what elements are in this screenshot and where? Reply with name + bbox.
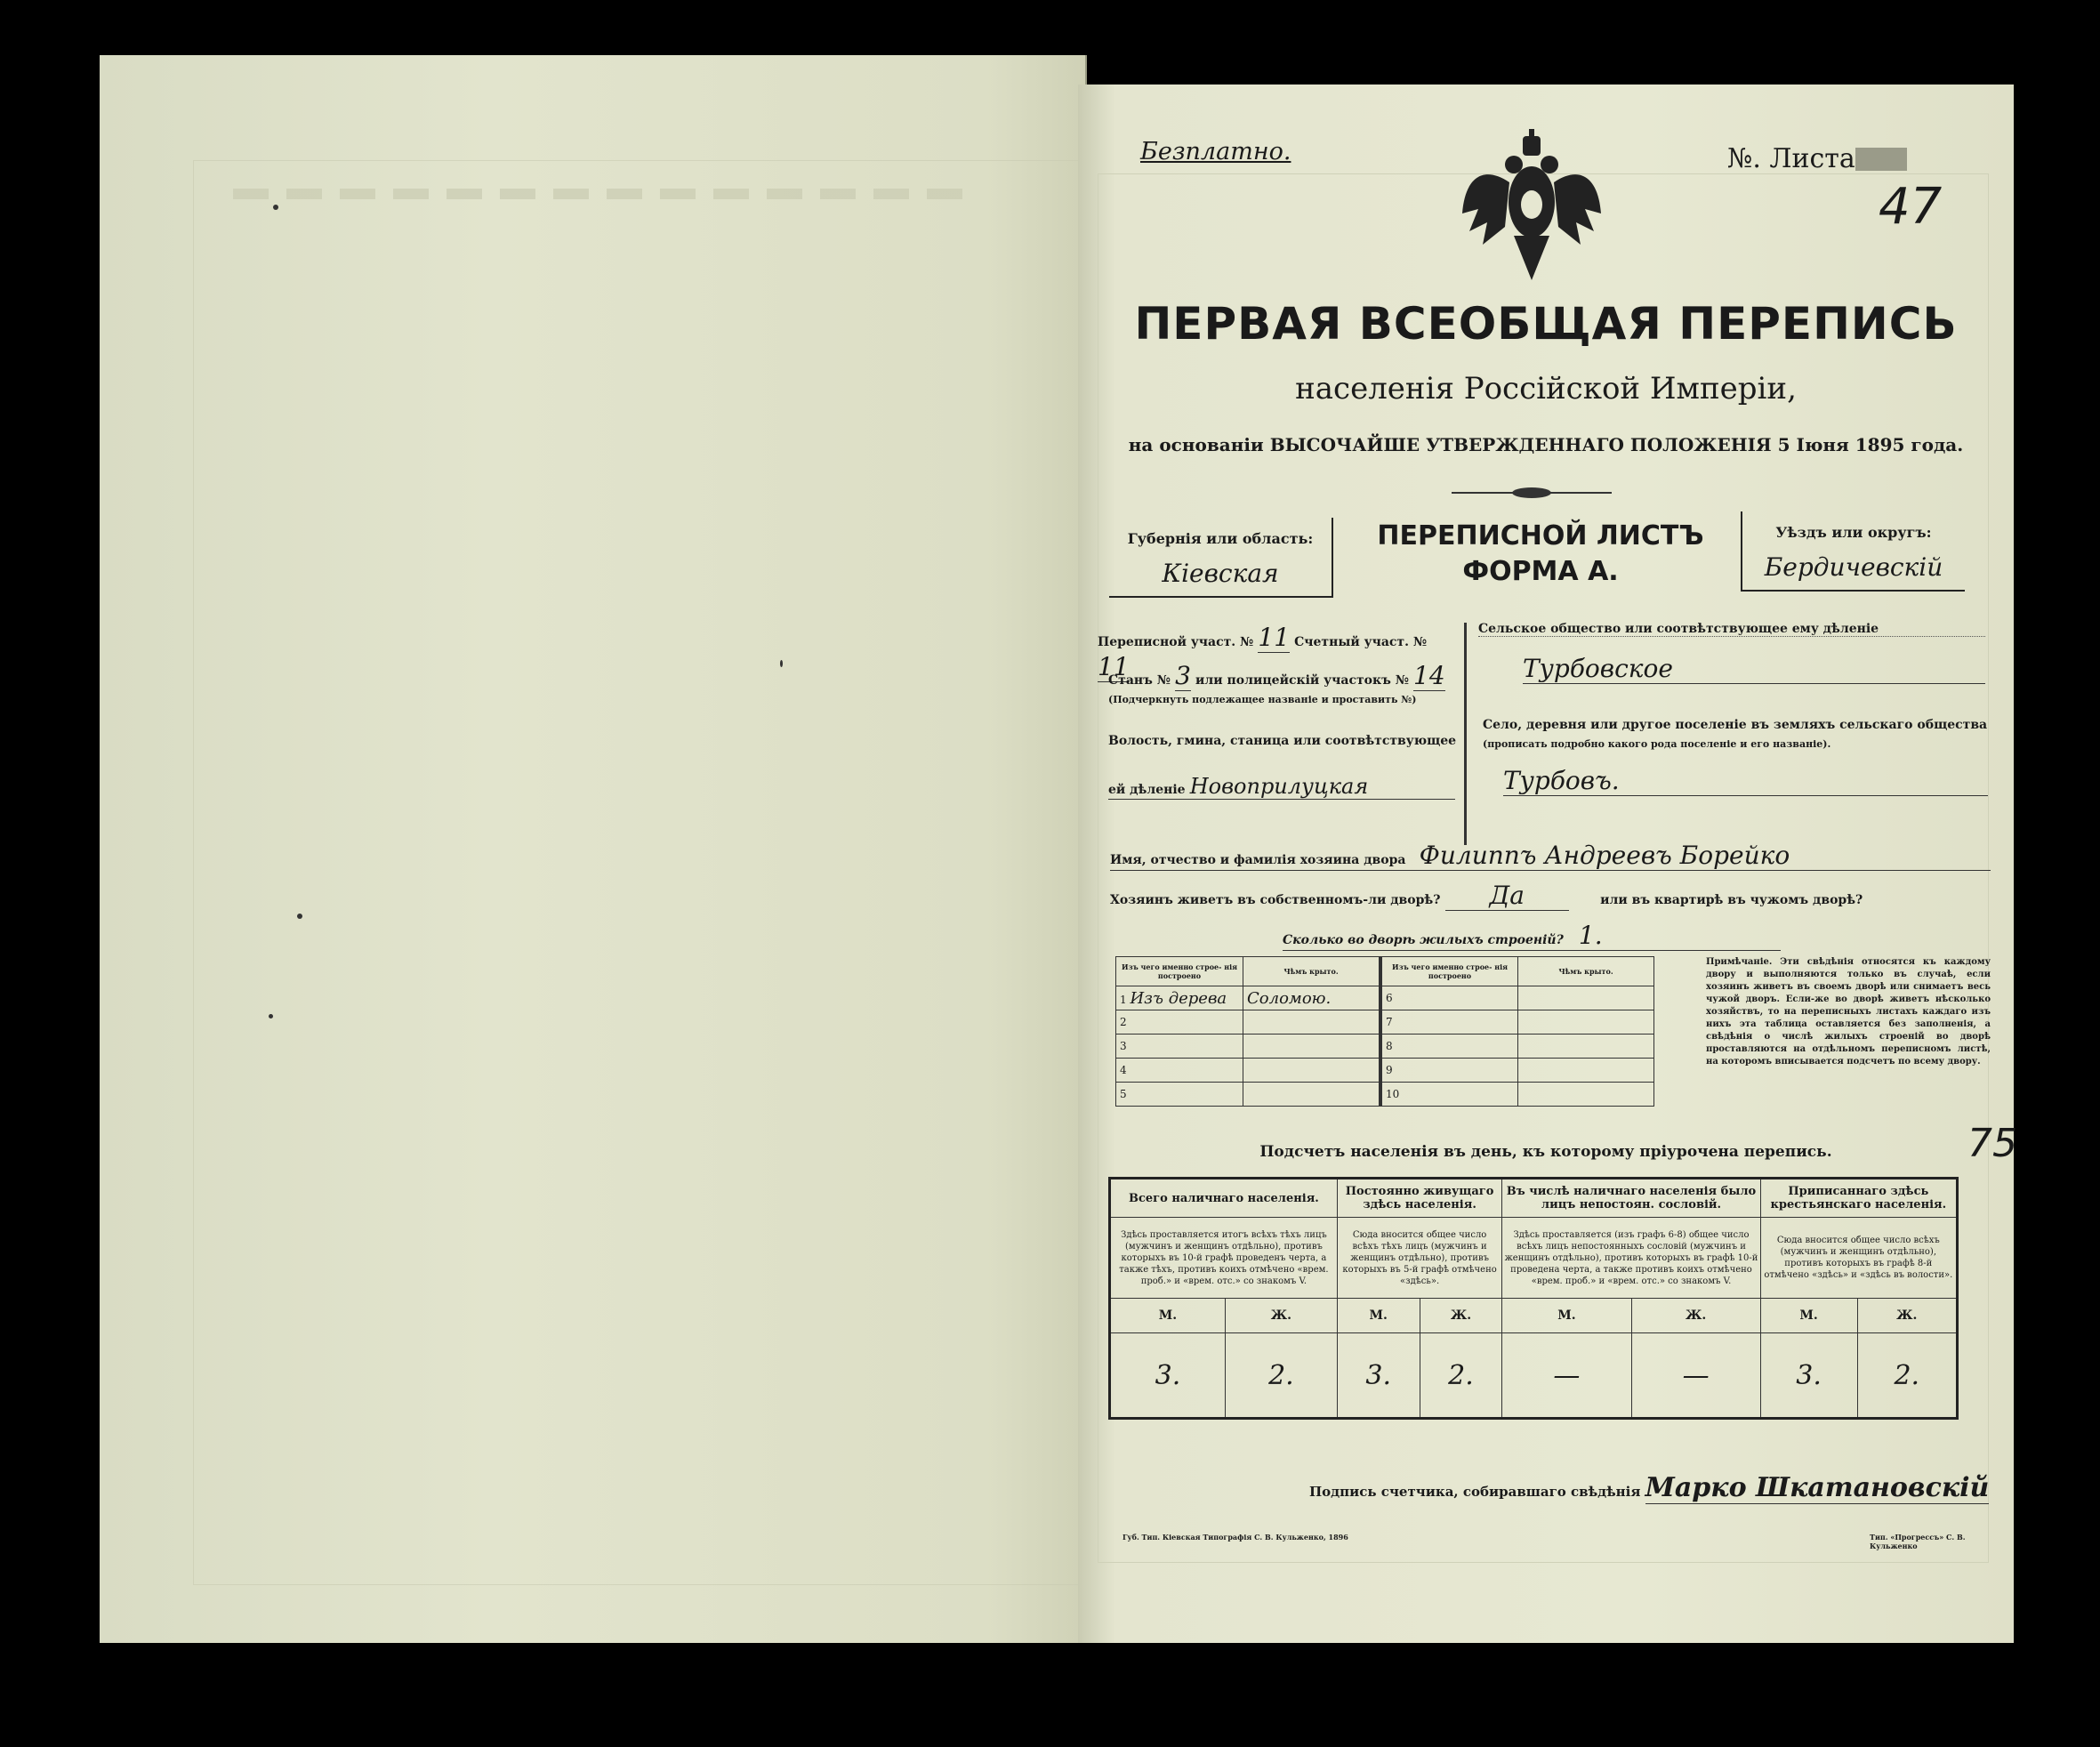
village-label: Село, деревня или другое поселеніе въ земляхъ сельскаго общества (1483, 718, 1988, 732)
left-page-bleed-through (233, 189, 962, 199)
buildings-count-row (1283, 921, 1781, 951)
stan-row (1108, 661, 1464, 690)
stan-label: Станъ № (1108, 673, 1171, 688)
own-yard-label: Хозяинъ живетъ въ собственномъ-ли дворѣ? (1110, 893, 1441, 907)
ornament-divider (1452, 487, 1612, 499)
bt-cell: 8 (1380, 1035, 1518, 1059)
volost-value: Новоприлуцкая (1189, 774, 1369, 799)
paper-speck (780, 660, 783, 667)
count-value: 2. (1857, 1333, 1957, 1419)
rent-label: или въ квартирѣ въ чужомъ дворѣ? (1600, 893, 1863, 907)
bt-cell (1243, 1010, 1381, 1035)
bt-cell: 3 (1116, 1035, 1243, 1059)
table-row (1116, 1059, 1654, 1083)
form-main-title: ПЕРВАЯ ВСЕОБЩАЯ ПЕРЕПИСЬ (1134, 298, 1958, 350)
owner-name-value: Филиппъ Андреевъ Борейко (1419, 841, 1790, 870)
volost-row (1108, 774, 1455, 800)
table-row (1110, 1299, 1958, 1333)
count-group-desc: Сюда вносится общее число всѣхъ (мужчинъ и женщинъ отдѣльно), противъ которыхъ въ графѣ 8-й отмѣчено «здѣсь» и «здѣсь въ волости». (1760, 1218, 1957, 1299)
free-label: Безплатно. (1140, 138, 1291, 165)
province-label: Губернія или область: (1127, 530, 1314, 547)
male-label: М. (1502, 1299, 1631, 1333)
form-type-title (1345, 519, 1736, 590)
village-note: (прописать подробно какого рода поселеніе и его названіе). (1483, 738, 1831, 750)
stan-value: 3 (1175, 661, 1191, 690)
owner-name-label: Имя, отчество и фамилія хозяина двора (1110, 853, 1406, 867)
bt-cell (1243, 1035, 1381, 1059)
count-area-value: 11 (1098, 652, 1130, 681)
district-box (1741, 511, 1965, 592)
bt-cell (1518, 1083, 1654, 1107)
bt-cell: 9 (1380, 1059, 1518, 1083)
table-row (1116, 1010, 1654, 1035)
bt-cell: 2 (1116, 1010, 1243, 1035)
bt-cell (1243, 1083, 1381, 1107)
bt-cell: 5 (1116, 1083, 1243, 1107)
owner-residence-row (1110, 881, 1991, 910)
sheet-number-label: №. Листа (1727, 143, 1855, 174)
sheet-number-handwritten: 47 (1879, 178, 1943, 236)
village-value: Турбовъ. (1503, 766, 1988, 796)
bt-col-material: Изъ чего именно строе- нія построено (1116, 957, 1243, 986)
bt-cell: Соломою. (1243, 986, 1381, 1010)
form-title-line2: ФОРМА А. (1462, 556, 1619, 587)
female-label: Ж. (1857, 1299, 1957, 1333)
volost-label-2: ей дѣленіе (1108, 783, 1186, 797)
buildings-note: Примѣчаніе. Эти свѣдѣнія относятся къ каждому двору и выполняются только въ случаѣ, если хозяинъ живетъ въ своемъ дворѣ или снимаетъ весь чужой дворъ. Если-же во дворѣ живетъ нѣсколько хозяйствъ, то на переписныхъ листахъ каждаго изъ нихъ эта таблица оставляется без заполненія, а свѣдѣнія о числѣ жилыхъ строеній во дворѣ проставляются на отдѣльномъ переписномъ листѣ, на которомъ вписывается подсчетъ по всему двору. (1706, 957, 1991, 1067)
table-row (1110, 1218, 1958, 1299)
bt-cell (1518, 1035, 1654, 1059)
count-group-title: Приписаннаго здѣсь крестьянскаго населенія. (1760, 1179, 1957, 1218)
census-area-label: Переписной участ. № (1098, 635, 1254, 649)
signature-value: Марко Шкатановскій (1645, 1472, 1990, 1503)
handwritten-75: 75 (1967, 1121, 2017, 1166)
count-group-title: Всего наличнаго населенія. (1110, 1179, 1338, 1218)
count-value: 3. (1337, 1333, 1420, 1419)
table-row (1116, 1083, 1654, 1107)
count-value: 2. (1420, 1333, 1502, 1419)
female-label: Ж. (1225, 1299, 1337, 1333)
count-group-desc: Здѣсь проставляется (изъ графъ 6-8) общее число всѣхъ лицъ непостоянныхъ сословій (мужчинъ и женщинъ отдѣльно), противъ которыхъ въ графѣ 10-й проведена черта, а также противъ коихъ отмѣчено «врем. проб.» и «врем. отс.» со знакомъ V. (1502, 1218, 1760, 1299)
bt-cell (1243, 1059, 1381, 1083)
bt-cell (1518, 1059, 1654, 1083)
sheet-number-stamp (1855, 148, 1907, 171)
province-value: Кіевская (1162, 559, 1279, 588)
province-box (1109, 518, 1333, 598)
column-divider (1464, 623, 1467, 845)
police-label: или полицейскій участокъ № (1195, 673, 1409, 688)
volost-label: Волость, гмина, станица или соотвѣтствующее (1108, 734, 1457, 748)
table-row (1116, 986, 1654, 1010)
female-label: Ж. (1631, 1299, 1760, 1333)
table-row (1110, 1179, 1958, 1218)
bt-col-roof: Чѣмъ крыто. (1243, 957, 1381, 986)
underline-note: (Подчеркнуть подлежащее названіе и проставить №) (1108, 694, 1417, 705)
signature-row (1309, 1472, 1989, 1503)
count-value: — (1502, 1333, 1631, 1419)
count-value: 3. (1760, 1333, 1857, 1419)
society-label: Сельское общество или соотвѣтствующее ему дѣленіе (1478, 622, 1985, 637)
left-page (100, 55, 1087, 1643)
district-label: Уѣздъ или округъ: (1775, 524, 1932, 541)
imperial-eagle-emblem (1460, 129, 1603, 285)
buildings-table (1115, 956, 1654, 1107)
police-value: 14 (1413, 661, 1445, 690)
count-value: 3. (1110, 1333, 1226, 1419)
table-row (1116, 1035, 1654, 1059)
buildings-count-label: Сколько во дворѣ жилыхъ строеній? (1283, 933, 1564, 947)
count-group-desc: Здѣсь проставляется итогъ всѣхъ тѣхъ лицъ (мужчинъ и женщинъ отдѣльно), противъ которыхъ въ 10-й графѣ проведенъ черта, а также тѣхъ, противъ коихъ отмѣчено «врем. проб.» и «врем. отс.» со знакомъ V. (1110, 1218, 1338, 1299)
bt-cell (1518, 986, 1654, 1010)
count-value: 2. (1225, 1333, 1337, 1419)
male-label: М. (1760, 1299, 1857, 1333)
sheet-number (1727, 140, 1907, 175)
owner-name-row (1110, 841, 1991, 871)
paper-speck (273, 205, 278, 210)
bt-cell (1518, 1010, 1654, 1035)
count-group-title: Постоянно живущаго здѣсь населенія. (1337, 1179, 1502, 1218)
signature-label: Подпись счетчика, собиравшаго свѣдѣнія (1309, 1484, 1641, 1500)
bt-cell: 4 (1116, 1059, 1243, 1083)
own-yard-value: Да (1445, 881, 1569, 911)
paper-speck (297, 914, 302, 919)
paper-speck (269, 1014, 273, 1018)
bt-cell: 6 (1380, 986, 1518, 1010)
bt-cell: 7 (1380, 1010, 1518, 1035)
bt-col-material-2: Изъ чего именно строе- нія построено (1380, 957, 1518, 986)
count-heading: Подсчетъ населенія въ день, къ которому пріурочена перепись. (1259, 1143, 1832, 1161)
census-area-value: 11 (1258, 623, 1291, 652)
printer-imprint-left: Губ. Тип. Кіевская Типографія С. В. Кульженко, 1896 (1122, 1533, 1348, 1542)
printer-imprint-right: Тип. «Прогрессъ» С. В. Кульженко (1870, 1533, 1966, 1550)
table-row (1110, 1333, 1958, 1419)
male-label: М. (1337, 1299, 1420, 1333)
form-subtitle: населенія Россійской Имперіи, (1295, 371, 1797, 407)
left-page-frame (193, 160, 1084, 1585)
district-value: Бердичевскій (1764, 552, 1943, 582)
form-legal-basis: на основаніи ВЫСОЧАЙШЕ УТВЕРЖДЕННАГО ПОЛОЖЕНІЯ 5 Іюня 1895 года. (1128, 434, 1964, 455)
female-label: Ж. (1420, 1299, 1502, 1333)
buildings-count-value: 1. (1578, 921, 1603, 950)
bt-cell: 10 (1380, 1083, 1518, 1107)
bt-col-roof-2: Чѣмъ крыто. (1518, 957, 1654, 986)
society-value: Турбовское (1523, 654, 1985, 684)
count-group-title: Въ числѣ наличнаго населенія было лицъ непостоян. сословій. (1502, 1179, 1760, 1218)
form-title-line1: ПЕРЕПИСНОЙ ЛИСТЪ (1377, 520, 1704, 551)
count-area-label: Счетный участ. № (1294, 635, 1428, 649)
count-value: — (1631, 1333, 1760, 1419)
population-count-table (1108, 1177, 1959, 1420)
census-form-page (1078, 85, 2017, 1643)
count-group-desc: Сюда вносится общее число всѣхъ тѣхъ лицъ (мужчинъ и женщинъ отдѣльно), противъ которыхъ въ 5-й графѣ отмѣчено «здѣсь». (1337, 1218, 1502, 1299)
bt-cell: 1 Изъ дерева (1116, 986, 1243, 1010)
male-label: М. (1110, 1299, 1226, 1333)
